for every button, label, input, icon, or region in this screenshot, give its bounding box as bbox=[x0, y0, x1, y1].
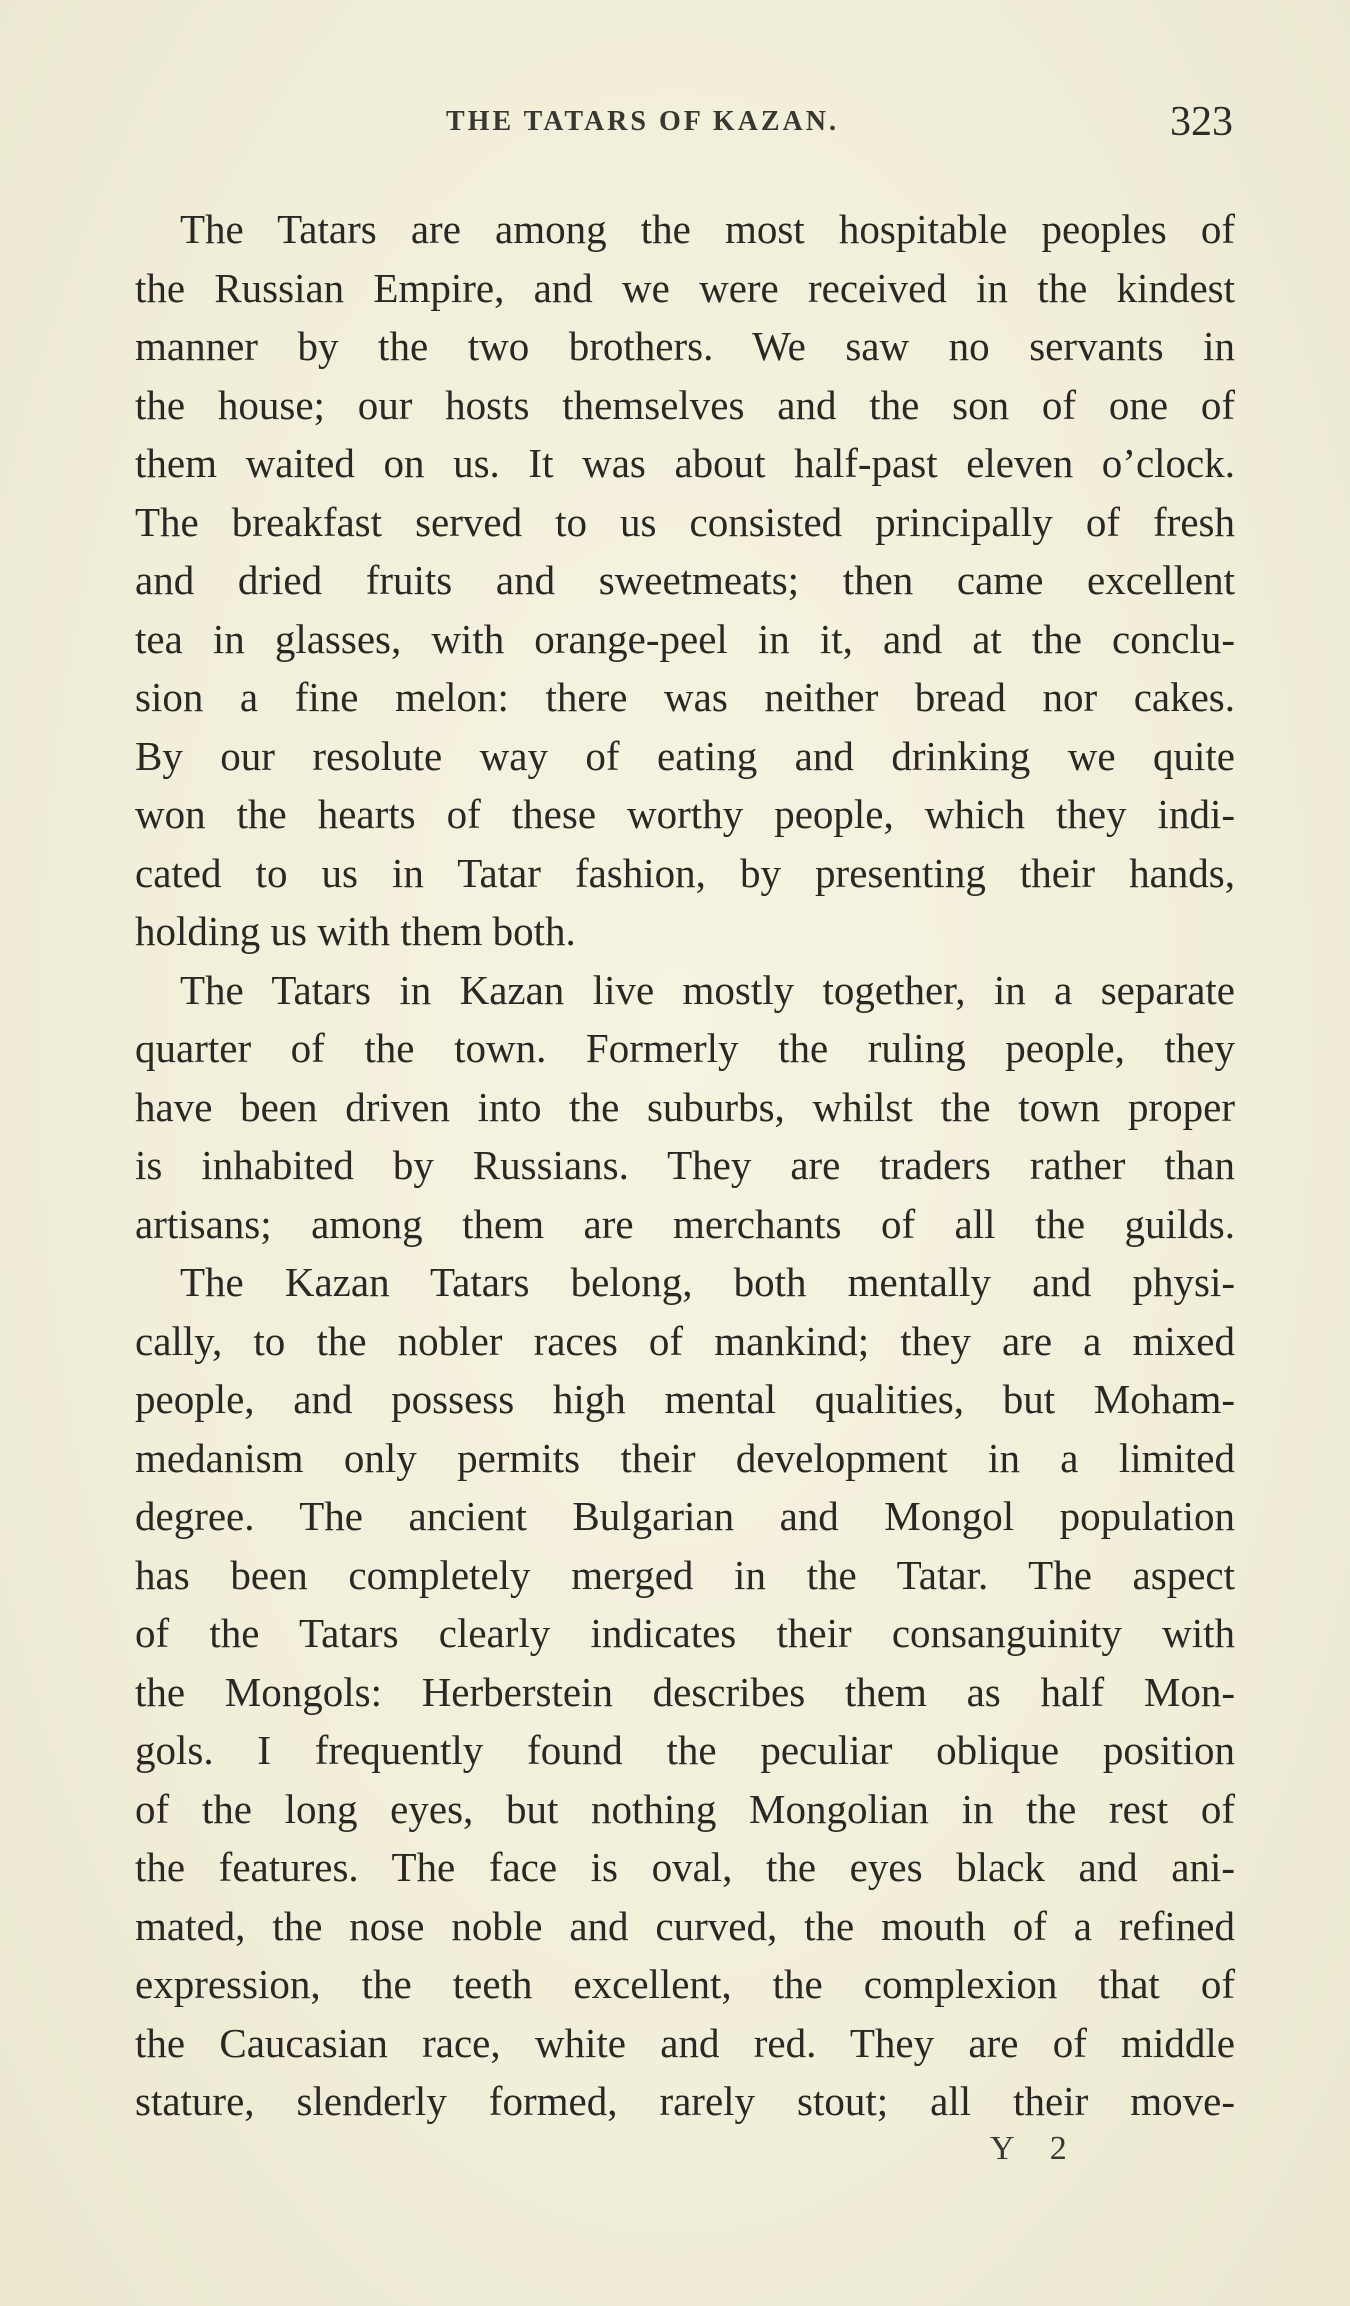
text-line: gols. I frequently found the peculiar oblique position bbox=[135, 1727, 1235, 1773]
text-line: the Russian Empire, and we were received in the kindest bbox=[135, 264, 1235, 311]
text-line: tea in glasses, with orange-peel in it, and at the conclu- bbox=[135, 615, 1235, 662]
text-line: of the long eyes, but nothing Mongolian in the rest of bbox=[135, 1785, 1235, 1832]
text-line: and dried fruits and sweetmeats; then came excellent bbox=[135, 557, 1235, 603]
text-line: holding us with them both. bbox=[135, 908, 576, 954]
text-line: quarter of the town. Formerly the ruling people, they bbox=[135, 1025, 1235, 1071]
text-line: of the Tatars clearly indicates their consanguinity with bbox=[135, 1610, 1235, 1656]
text-line: The Tatars in Kazan live mostly together, in a separate bbox=[180, 966, 1235, 1013]
body-text bbox=[135, 200, 1235, 2131]
text-line: sion a fine melon: there was neither bread nor cakes. bbox=[135, 674, 1235, 720]
text-line: is inhabited by Russians. They are traders rather than bbox=[135, 1142, 1235, 1188]
text-line: The Tatars are among the most hospitable peoples of bbox=[180, 206, 1235, 252]
text-line: have been driven into the suburbs, whilst the town proper bbox=[135, 1083, 1235, 1130]
text-line: degree. The ancient Bulgarian and Mongol population bbox=[135, 1493, 1235, 1539]
running-title: THE TATARS OF KAZAN. bbox=[446, 106, 839, 137]
text-line: them waited on us. It was about half-past eleven o’clock. bbox=[135, 440, 1235, 486]
text-line: medanism only permits their development in a limited bbox=[135, 1434, 1235, 1481]
text-line: mated, the nose noble and curved, the mouth of a refined bbox=[135, 1902, 1235, 1949]
text-line: stature, slenderly formed, rarely stout; all their move- bbox=[135, 2078, 1235, 2124]
signature-mark: Y 2 bbox=[990, 2130, 1081, 2167]
text-line: has been completely merged in the Tatar. The aspect bbox=[135, 1551, 1235, 1598]
text-line: the Mongols: Herberstein describes them as half Mon- bbox=[135, 1668, 1235, 1715]
text-line: The breakfast served to us consisted principally of fresh bbox=[135, 498, 1235, 545]
text-line: cally, to the nobler races of mankind; they are a mixed bbox=[135, 1317, 1235, 1364]
text-line: the house; our hosts themselves and the son of one of bbox=[135, 381, 1235, 428]
text-line: expression, the teeth excellent, the complexion that of bbox=[135, 1961, 1235, 2007]
text-line: cated to us in Tatar fashion, by presenting their hands, bbox=[135, 849, 1235, 896]
text-line: artisans; among them are merchants of all the guilds. bbox=[135, 1200, 1235, 1247]
page-number: 323 bbox=[1170, 99, 1233, 145]
text-line: the Caucasian race, white and red. They are of middle bbox=[135, 2019, 1235, 2066]
text-line: the features. The face is oval, the eyes black and ani- bbox=[135, 1844, 1235, 1890]
text-line: people, and possess high mental qualities, but Moham- bbox=[135, 1376, 1235, 1422]
text-line: manner by the two brothers. We saw no servants in bbox=[135, 323, 1235, 369]
text-line: By our resolute way of eating and drinking we quite bbox=[135, 732, 1235, 779]
text-line: The Kazan Tatars belong, both mentally and physi- bbox=[180, 1259, 1235, 1305]
text-line: won the hearts of these worthy people, which they indi- bbox=[135, 791, 1235, 837]
